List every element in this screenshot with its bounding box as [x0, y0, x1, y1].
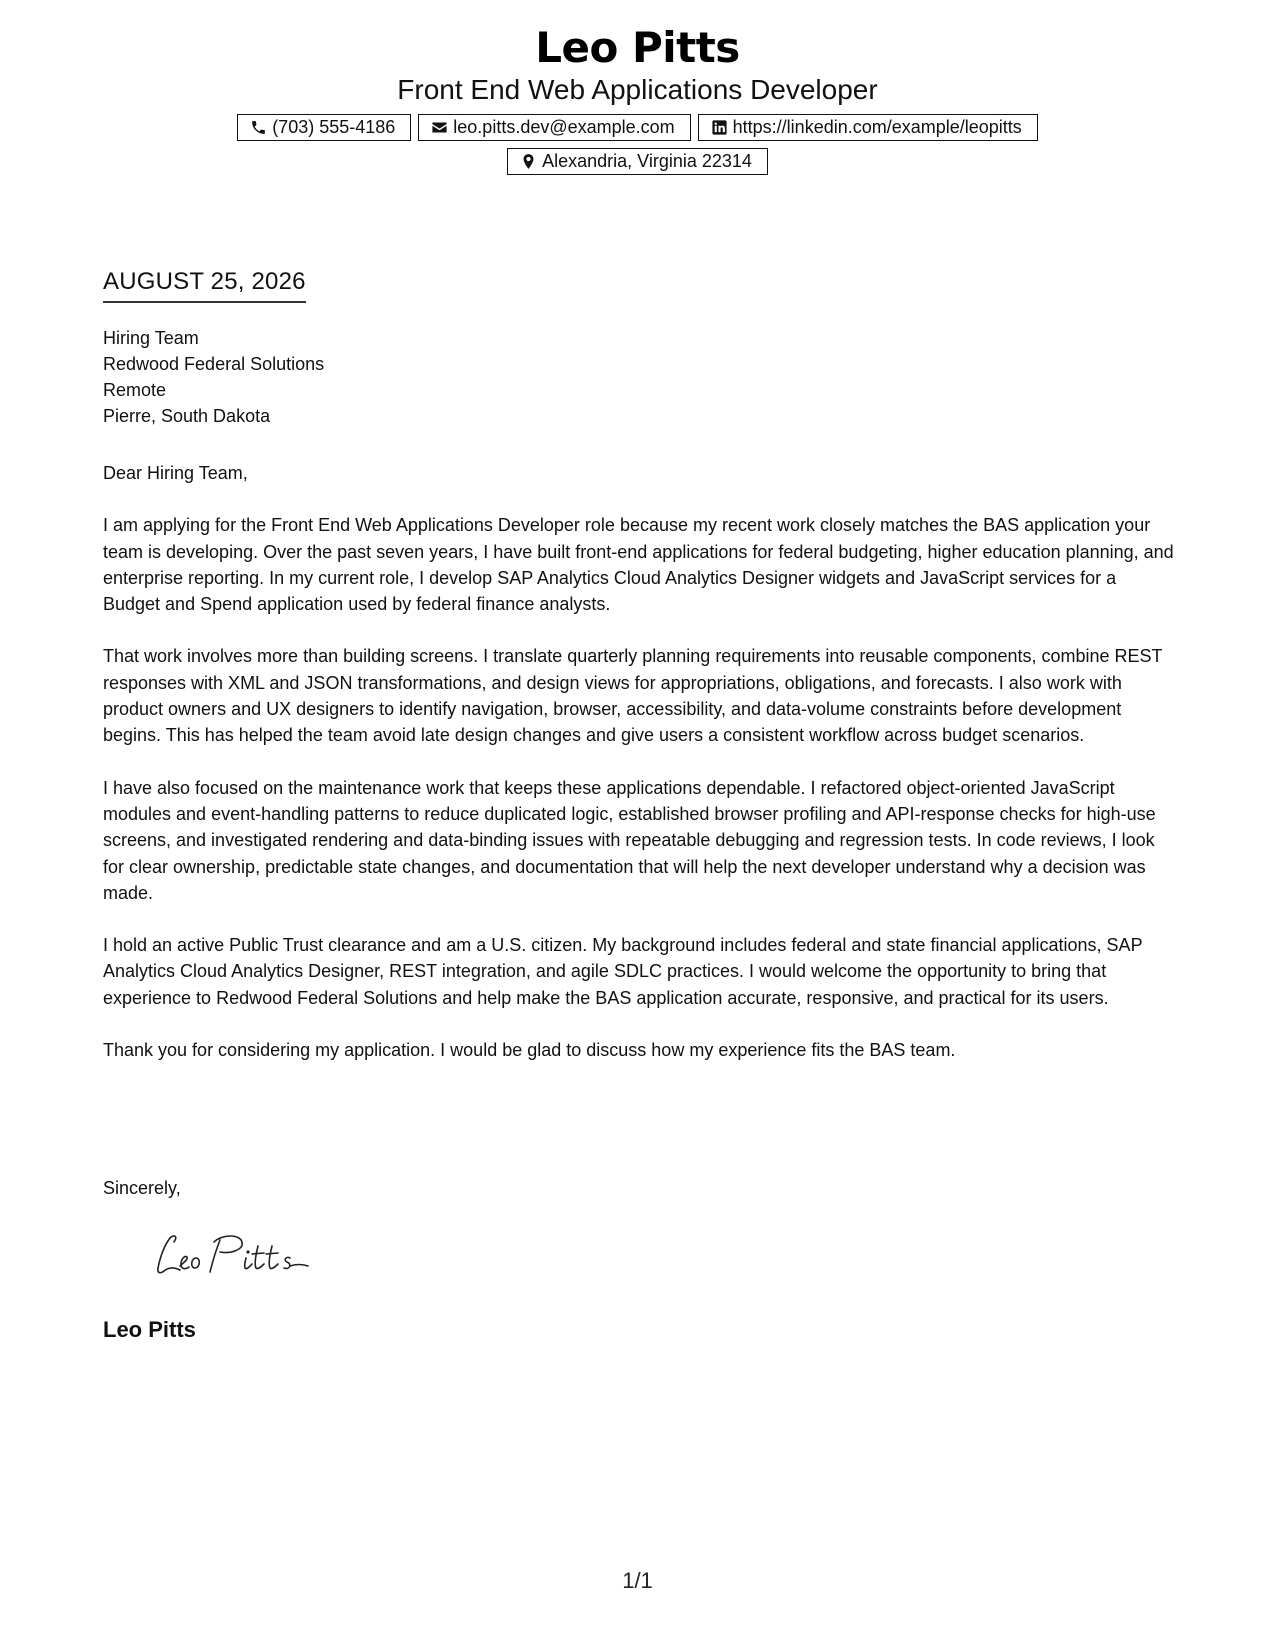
- location-text: Alexandria, Virginia 22314: [542, 151, 752, 171]
- letter-body: [103, 460, 1178, 1089]
- contact-row-2: [0, 148, 1275, 175]
- body-paragraph: I am applying for the Front End Web Applications Developer role because my recent work closely matches the BAS application your team is developing. Over the past seven years, I have built front-end applications for federal budgeting, higher education planning, and enterprise reporting. In my current role, I develop SAP Analytics Cloud Analytics Designer widgets and JavaScript services for a Budget and Spend application used by federal finance analysts.: [103, 515, 1174, 615]
- envelope-icon: [431, 119, 448, 136]
- recipient-line: Hiring Team: [103, 328, 199, 348]
- recipient-work-mode: Remote: [103, 380, 167, 400]
- signed-name: Leo Pitts: [103, 1317, 196, 1342]
- body-paragraph: Thank you for considering my application. I would be glad to discuss how my experience fits the BAS team.: [103, 1040, 956, 1061]
- applicant-title: Front End Web Applications Developer: [397, 74, 878, 105]
- email-chip[interactable]: [418, 114, 690, 141]
- linkedin-text: https://linkedin.com/example/leopitts: [732, 117, 1022, 137]
- page-number: 1/1: [622, 1568, 653, 1593]
- contact-row: [0, 114, 1275, 141]
- body-paragraph: I hold an active Public Trust clearance and am a U.S. citizen. My background includes federal and state financial applications, SAP Analytics Cloud Analytics Designer, REST integration, and agile SDLC practices. I would welcome the opportunity to bring that experience to Redwood Federal Solutions and help make the BAS application accurate, responsive, and practical for its users.: [103, 935, 1143, 1008]
- closing: Sincerely,: [103, 1178, 181, 1198]
- phone-text: (703) 555-4186: [272, 117, 396, 137]
- linkedin-icon: [711, 119, 728, 136]
- linkedin-chip[interactable]: [698, 114, 1038, 141]
- applicant-name: Leo Pitts: [535, 23, 740, 72]
- body-paragraph: That work involves more than building screens. I translate quarterly planning requirements into reusable components, combine REST responses with XML and JSON transformations, and design views for appropriations, obligations, and forecasts. I also work with product owners and UX designers to identify navigation, browser, accessibility, and data-volume constraints before development begins. This has helped the team avoid late design changes and give users a consistent workflow across budget scenarios.: [103, 646, 1163, 746]
- recipient-location: Pierre, South Dakota: [103, 406, 271, 426]
- recipient-company: Redwood Federal Solutions: [103, 354, 325, 374]
- salutation: Dear Hiring Team,: [103, 463, 248, 483]
- body-paragraph: I have also focused on the maintenance work that keeps these applications dependable. I refactored object-oriented JavaScript modules and event-handling patterns to reduce duplicated logic, established browser profiling and API-response checks for high-use screens, and investigated rendering and data-binding issues with repeatable debugging and regression tests. In code reviews, I look for clear ownership, predictable state changes, and documentation that will help the next developer understand why a decision was made.: [103, 777, 1156, 903]
- phone-icon: [250, 119, 267, 136]
- email-text: leo.pitts.dev@example.com: [453, 117, 675, 137]
- recipient-block: [103, 325, 324, 429]
- map-pin-icon: [520, 153, 537, 170]
- location-chip: [507, 148, 768, 175]
- letter-date: AUGUST 25, 2026: [103, 266, 306, 303]
- letter-header: [0, 22, 1275, 175]
- handwritten-signature: [150, 1226, 320, 1282]
- phone-chip[interactable]: [237, 114, 411, 141]
